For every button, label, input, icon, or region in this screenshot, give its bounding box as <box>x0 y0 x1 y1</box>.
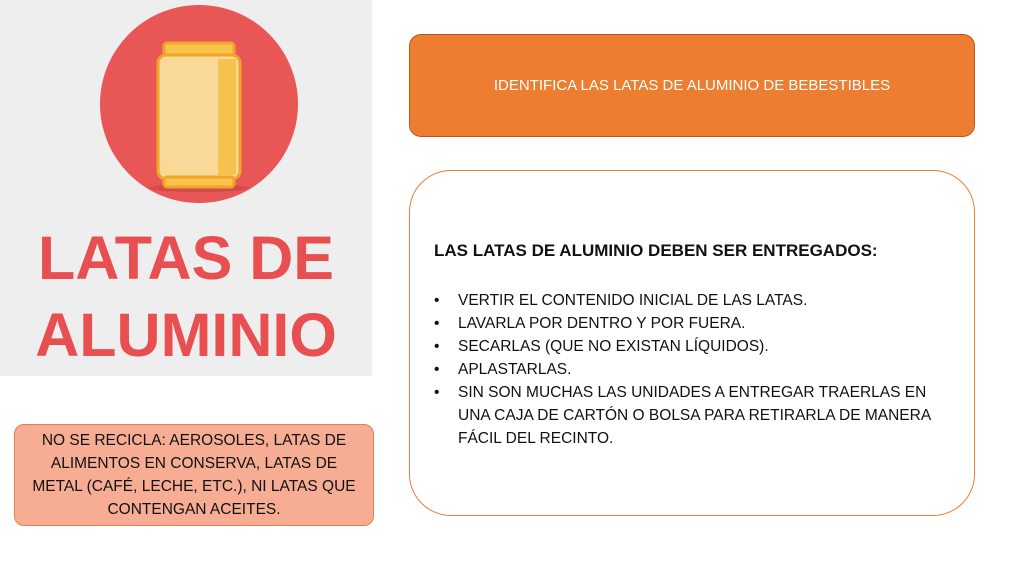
instructions-card <box>409 170 975 516</box>
title-line-1: LATAS DE <box>38 224 334 292</box>
list-item <box>434 335 954 358</box>
not-recyclable-note <box>14 424 374 526</box>
list-item <box>434 312 954 335</box>
header-banner <box>409 34 975 137</box>
list-item-text: APLASTARLAS. <box>458 361 572 378</box>
can-badge <box>100 5 298 203</box>
list-item <box>434 289 954 312</box>
bullet-icon: • <box>434 384 440 401</box>
instructions-heading: LAS LATAS DE ALUMINIO DEBEN SER ENTREGADOS: <box>434 241 878 260</box>
instructions-list <box>434 289 954 450</box>
list-item-text: SECARLAS (QUE NO EXISTAN LÍQUIDOS). <box>458 338 769 355</box>
bullet-icon: • <box>434 338 440 355</box>
list-item-text: LAVARLA POR DENTRO Y POR FUERA. <box>458 315 746 332</box>
title-line-2: ALUMINIO <box>35 301 337 369</box>
list-item <box>434 358 954 381</box>
left-panel <box>0 0 372 376</box>
list-item <box>434 381 954 450</box>
note-text: NO SE RECICLA: AEROSOLES, LATAS DE ALIMENTOS EN CONSERVA, LATAS DE METAL (CAFÉ, LECHE, ETC.), NI LATAS QUE CONTENGAN ACEITES. <box>32 432 356 518</box>
header-text: IDENTIFICA LAS LATAS DE ALUMINIO DE BEBESTIBLES <box>493 77 891 94</box>
bullet-icon: • <box>434 292 440 309</box>
list-item-text: VERTIR EL CONTENIDO INICIAL DE LAS LATAS. <box>458 292 808 309</box>
list-item-text: SIN SON MUCHAS LAS UNIDADES A ENTREGAR TRAERLAS EN UNA CAJA DE CARTÓN O BOLSA PARA RETIRARLA DE MANERA FÁCIL DEL RECINTO. <box>458 384 931 447</box>
bullet-icon: • <box>434 361 440 378</box>
aluminum-can-icon <box>100 5 298 203</box>
bullet-icon: • <box>434 315 440 332</box>
